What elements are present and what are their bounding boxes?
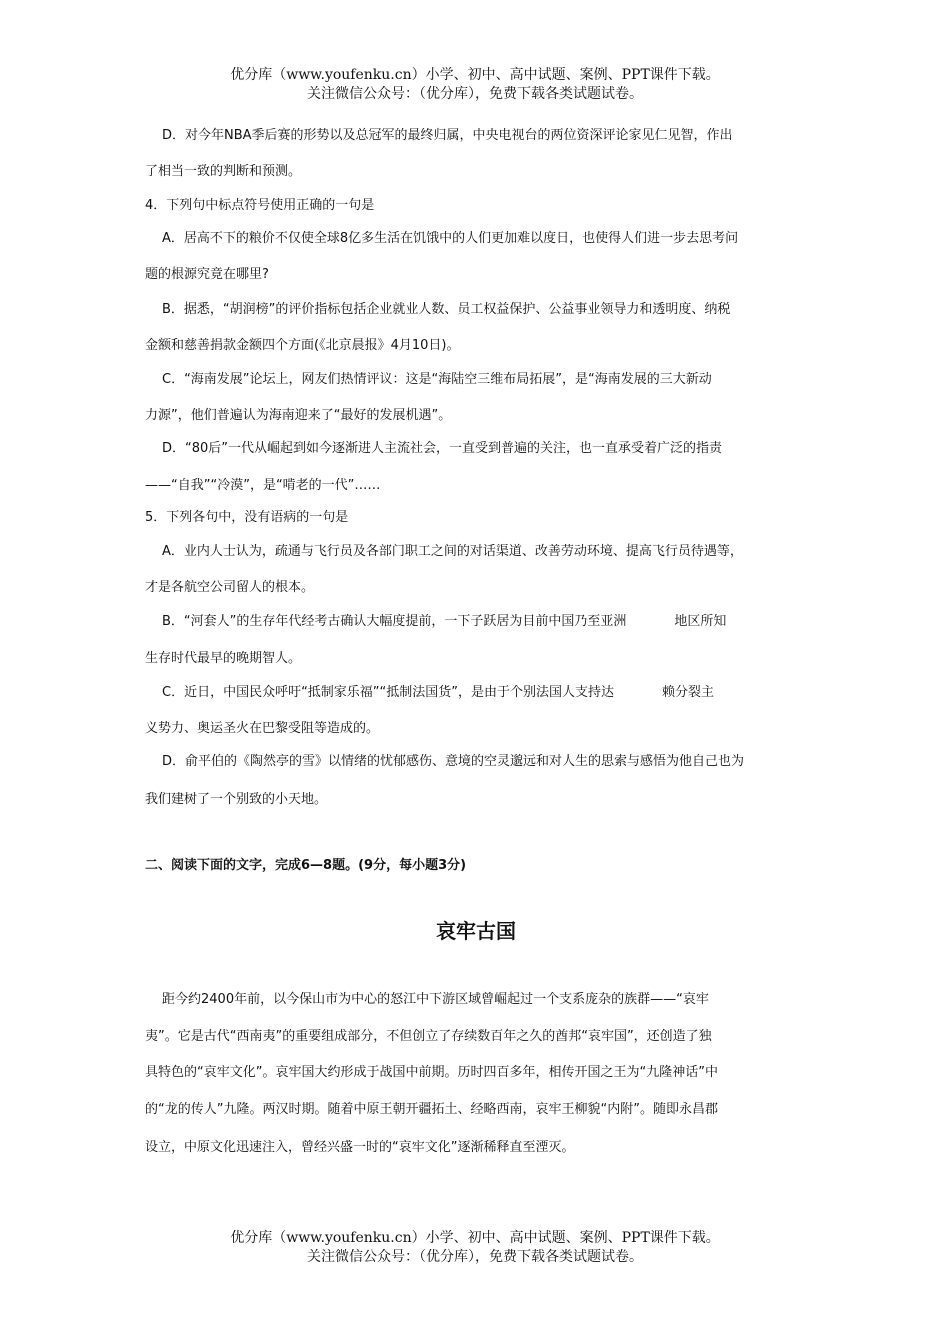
q5-option-c-line-1 <box>145 683 714 703</box>
q3-option-d-line-2: 了相当一致的判断和预测。 <box>145 164 302 179</box>
article-title: 哀牢古国 <box>436 919 516 943</box>
article-paragraph-line-1: 距今约2400年前，以今保山市为中心的怒江中下游区域曾崛起过一个支系庞杂的族群——“哀牢 <box>162 992 709 1007</box>
q4-option-b-line-2: 金额和慈善捐款金额四个方面(《北京晨报》4月10日)。 <box>145 338 460 353</box>
q5-stem: 5．下列各句中，没有语病的一句是 <box>145 510 349 525</box>
q4-stem: 4．下列句中标点符号使用正确的一句是 <box>145 198 375 213</box>
q5-option-c-line-1-part-1: C．近日，中国民众呼吁“抵制家乐福”“抵制法国货”，是由于个别法国人支持达 <box>162 685 615 700</box>
article-paragraph-line-3: 具特色的“哀牢文化”。哀牢国大约形成于战国中前期。历时四百多年，相传开国之王为“九隆神话”中 <box>145 1065 718 1080</box>
q4-option-d-line-2: ——“自我”“冷漠”，是“啃老的一代”…… <box>145 478 381 493</box>
q5-option-b-line-1 <box>145 612 726 632</box>
article-paragraph-line-2: 夷”。它是古代“西南夷”的重要组成部分，不但创立了存续数百年之久的酋邦“哀牢国”，还创造了独 <box>145 1029 712 1044</box>
header-line-1: 优分库（www.youfenku.cn）小学、初中、高中试题、案例、PPT课件下载。 <box>230 67 720 83</box>
page-header <box>0 66 950 104</box>
q4-option-d-line-1: D．“80后”一代从崛起到如今逐渐进人主流社会，一直受到普遍的关注，也一直承受着广泛的指责 <box>162 441 723 456</box>
q5-option-b-line-1-part-2: 地区所知 <box>674 614 727 629</box>
q5-option-b-line-1-part-1: B．“河套人”的生存年代经考古确认大幅度提前，一下子跃居为目前中国乃至亚洲 <box>162 614 627 629</box>
q5-option-a-line-2: 才是各航空公司留人的根本。 <box>145 580 315 595</box>
q4-option-c-line-2: 力源”，他们普遍认为海南迎来了“最好的发展机遇”。 <box>145 408 452 423</box>
q4-option-c-line-1: C．“海南发展”论坛上，网友们热情评议：这是“海陆空三维布局拓展”，是“海南发展的三大新动 <box>162 372 712 387</box>
q5-option-a-line-1: A．业内人士认为，疏通与飞行员及各部门职工之间的对话渠道、改善劳动环境、提高飞行员待遇等， <box>162 544 743 559</box>
footer-line-1: 优分库（www.youfenku.cn）小学、初中、高中试题、案例、PPT课件下载。 <box>230 1230 720 1246</box>
q3-option-d-line-1: D．对今年NBA季后赛的形势以及总冠军的最终归属，中央电视台的两位资深评论家见仁见智，作出 <box>162 128 733 143</box>
q4-option-a-line-2: 题的根源究竟在哪里? <box>145 267 269 282</box>
q4-option-b-line-1: B．据悉，“胡润榜”的评价指标包括企业就业人数、员工权益保护、公益事业领导力和透明度、纳税 <box>162 302 731 317</box>
section-2-heading: 二、阅读下面的文字，完成6—8题。(9分，每小题3分) <box>145 858 467 873</box>
q5-option-c-line-2: 义势力、奥运圣火在巴黎受阻等造成的。 <box>145 721 380 736</box>
q4-option-a-line-1: A．居高不下的粮价不仅使全球8亿多生活在饥饿中的人们更加难以度日，也使得人们进一步去思考问 <box>162 231 739 246</box>
q5-option-b-line-2: 生存时代最早的晚期智人。 <box>145 651 302 666</box>
q5-option-d-line-2: 我们建树了一个别致的小天地。 <box>145 792 328 807</box>
footer-line-2: 关注微信公众号：（优分库），免费下载各类试题试卷。 <box>307 1249 643 1265</box>
article-paragraph-line-5: 设立，中原文化迅速注入，曾经兴盛一时的“哀牢文化”逐渐稀释直至湮灭。 <box>145 1140 575 1155</box>
q5-option-d-line-1: D．俞平伯的《陶然亭的雪》以情绪的忧郁感伤、意境的空灵邈远和对人生的思索与感悟为他自己也为 <box>162 754 745 769</box>
page-footer <box>0 1229 950 1267</box>
q5-option-c-line-1-part-2: 赖分裂主 <box>662 685 715 700</box>
article-paragraph-line-4: 的“龙的传人”九隆。两汉时期。随着中原王朝开疆拓土、经略西南，哀牢王柳貌“内附”。随即永昌郡 <box>145 1102 718 1117</box>
header-line-2: 关注微信公众号：（优分库），免费下载各类试题试卷。 <box>307 86 643 102</box>
